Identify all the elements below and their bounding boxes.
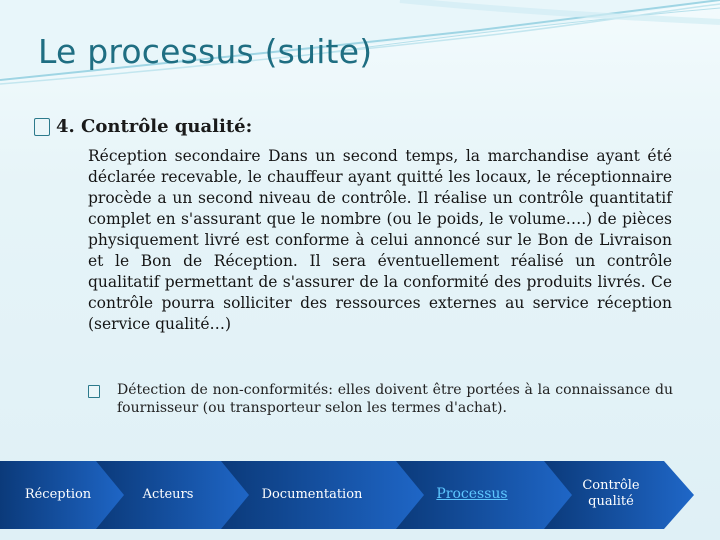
nav-item-processus[interactable]: Processus (436, 486, 508, 502)
body-paragraph: Réception secondaire Dans un second temps, la marchandise ayant été déclarée recevable, le chauffeur ayant quitté les locaux, le réceptionnaire procède a un second niveau de contrôle. Il réalise un contrôle quantitatif complet en s'assurant que le nombre (ou le poids, le volume….) de pièces physiquement livré est conforme à celui annoncé sur le Bon de Livraison et le Bon de Réception. Il sera éventuellement réalisé un contrôle qualitatif permettant de s'assurer de la conformité des produits livrés. Ce contrôle pourra solliciter des ressources externes au service réception (service qualité…) (88, 147, 672, 333)
section-heading (34, 116, 252, 137)
slide-title: Le processus (suite) (38, 32, 373, 71)
nav-item-controle-qualite[interactable]: Contrôle qualité (582, 478, 640, 509)
bullet-box-icon (34, 118, 50, 136)
sub-bullet-box-icon (88, 385, 100, 398)
nav-item-documentation[interactable]: Documentation (261, 486, 363, 502)
section-heading-text: 4. Contrôle qualité: (56, 116, 253, 137)
navigation-bar (0, 459, 720, 531)
nav-item-acteurs[interactable]: Acteurs (142, 486, 194, 502)
sub-bullet-text: Détection de non-conformités: elles doivent être portées à la connaissance du fournisseur (ou transporteur selon les termes d'achat). (117, 382, 673, 416)
nav-item-reception[interactable]: Réception (24, 486, 92, 502)
